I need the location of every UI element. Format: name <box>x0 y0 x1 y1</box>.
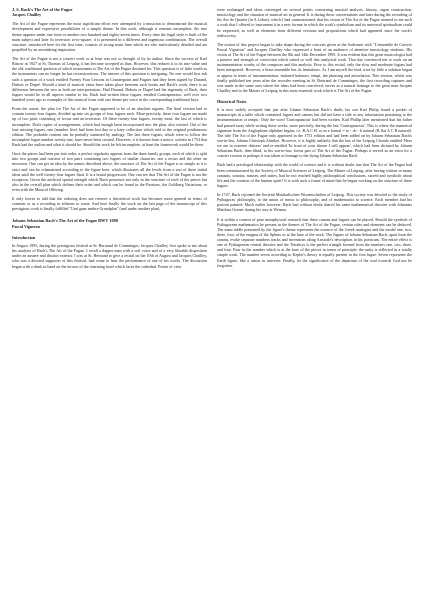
paragraph: Bach had a privileged relationship with the world of science and it is without doubt true that The Art of the Fugue had been commissioned by the Society of Musical Sciences of Leipzig. The Master of Leipzig, after having written so many cantatas, sonatas, masses, and suites, had he not reached highly philosophical conclusions, sacred and symbolic about life and the creation of the human spirit? It is with such a frame of mind that he began working on the structure of these fugues. <box>217 162 412 188</box>
section-author: Pascal Vigneron <box>12 223 40 229</box>
subheading-historical-notes: Historical Notes <box>217 99 247 104</box>
subheading-introduction: Introduction <box>12 234 36 240</box>
right-column <box>217 7 412 594</box>
article-title: J. S. Bach's The Art of the Fugue <box>12 7 73 12</box>
paragraph: In August 1995, during the prestigious festival at St. Bertrand de Comminges, Jacques Chailley first spoke to me about his analysis of Bach's The Art of the Fugue. I recall a dapper man with a soft voice and of a very likeable disposition under an austere and distinct exterior. I was at St. Bertrand to give a recital on the 19th of August and Jacques Chailley, who was a devoted supporter of this festival, had come to hear the performance of one of his works. The discussion began with a drink in hand on the terrace of the charming hotel which faces the cathedral. Points of view <box>12 243 207 269</box>
paragraph: It is within a context of pure metaphysical research that these canons and fugues can be placed. Should the symbols of Pythagorean mathematics be present in the themes of The Art of the Fugue, certain rules and elements can be deduced. The main riddle presented by the figure's theme represents the essence of the Greek analogies and the model one, two, three, four, of the enigma of the Sphinx as at the base of the work. The fugues of Johann Sebastian Bach, apart from the canons, evoke separate numbers tracks and inventions along Aristotle's description in his poeticum. The entire effect is one of Pythagorean central theories and the Tetraktys is the perfect triangle formed from the numbers one, two, three, and four. Four in the number which is at the base of the pieces in terms of principle; the unity is reflected in a totally simple work. The number seven according to Kepler's theory is equally present in the first fugue. Seven represents the Earth figure, like a canon in universe. Finally, let the significance of the departure of the soul towards God not be forgotten. <box>217 216 412 268</box>
paragraph: It is now widely accepted that just after Johann Sebastian Bach's death, his son Karl Philip found a packet of manuscripts in a table which contained fugues and canons but did not have a title or any information pertaining to the instrumentation or tempo. Only the word 'Contrapunctus' had been written. Karl Phillip later mentioned that his father had passed away while writing these works, more precisely, during the last 'Contrapunctus'. This is where the numerical signature from the Anglophone alphabet begins, i.e. B.A.C.H. or in a formal = to - ch - b natural (B flat A C B natural). The title The Art of the Fugue only appeared in the 1751 edition and had been added on by Johann Sebastian Bach's son-in-law, Johann Christoph Altnikol. However, it is highly unlikely that the last of the Leipzig Chorale entitled 'Here we are in extreme distress' and re-entitled 'In front of your throne I will appear', which had been dictated by Johann Sebastian Bach, then blind, to his son-in-law, forms part of The Art of the Fugue. Perhaps it served as an extra for a concert version or perhaps it was taken as homage to the dying Johann Sebastian Bach. <box>217 107 412 159</box>
paragraph: It only leaves to add that the ordering does not remove a theoretical work but becomes more general in terms of contents or as a recording in editions to come. And here finally the work on the last page of the manuscript of this prestigious work is finally fulfilled "Und ganz andere Grundplan" (and under another plan). <box>12 196 207 212</box>
paragraph: The notion of this project began to take shape during the concerts given at the Sorbonne with "L'ensemble de Cuivres Pascal Vigneron" and Jacques Chailley who expressed a front of an audience of attentive musicology students. His vision of The Art of the Fugue between the 8th and 14th December 1995. It was evident that this great musicologist had a passive and strength of conviction which suited so well this analytical work. That day convinced me to work on an instrumentation worthy of the composer and this analysis. Prior to this recital, only the slow and moderate fugues had been interpreted. However, a brass ensemble has its limitations. As I am myself the lead, trios by little a solution began to appear in terms of instrumentation, imitated balances, tempi, the phrasing and articulation. This version, which was finally published ten years after the recorder meeting in St. Bertrand de Comminges, the first recording captures and was made in the same area where the ideas had been conceived, serves as a natural homage to the great man Jacques Chailley and to the Master of Leipzig in this most essential work which is The Art of the Fugue. <box>217 41 412 93</box>
paragraph: The Art of the Fugue represents the most significant effort ever attempted by a musician to demonstrate the musical development and expressive possibilities of a simple theme. In this work, although it remains incomplete, the true theme appears under one form or another two hundred and eighty-seven times. Every time the fugal style is built of the main subject and later its inversion to-to-square, it is presented in a different and ingenious combination. The overall structure, introduced here for the first time, consists of strong main lines which are also meticulously detailed and are propelled by an astonishing inspiration. <box>12 21 207 52</box>
paragraph: In 1747, Bach rejoined the Societät Musikalischen Wissenschaften of Leipzig. This society was devoted to the study of Pythagoras' philosophy, to the union of music to philosophy, and of mathematics to science. Each member had his portrait painted. Much earlier however, Bach had without doubt shared his same mathematical theories with Johannes Matthias Gesner during his stay at Weimar. <box>217 192 412 213</box>
paragraph: The Art of the Fugue is not a concert work or at least was not so thought of by its author. Since the success of Karl Ristow in 1927 at St. Thomas of Leipzig, it has become accepted as thus. However, this reduces it to its true value and the old, traditional question of which instruments is The Art of the Fugue destined for. This question is of little worth as the instruments can no longer be but reconstructions. The answer of this question is intriguing. No one would first ask such a question of a work entitled Twenty Four Lessons in Counterpoint and Fugues had they been signed by Durand, Dubois or Dupré. Should a kind of musical value have taken place between such books and Bach's work, there is no difference between the two as both are interpretations. Had Durand, Dubois or Dupré had the ingenuity of Bach, their fugues would be in all aspects similar to his. Bach had written these fugues, entitled Contrapunctus, well over two hundred years ago as examples of this musical form with one theme per voice in the corresponding traditional keys. <box>12 56 207 103</box>
paragraph: From the outset, the plan for The Art of the Fugue appeared to be of an absolute rigueur. The final version had to contain twenty-four fugues, divided up into six groups of four fugues each. More precisely, these four fugues are made up of two pairs consisting of rectus and an inversion. Of these twenty-four fugues, twenty most, the last of which is incomplete. Draft copies of arrangements, which had enough been incorporated into the plan, also existed. Out of the four missing fugues, one (number five) had been lost due to a hazy collection which told to the original posthumous edition. The probable content can be partially surmised by analogy. The last three fugues, which were to follow the incomplete fugue number twenty-one, have never been created. However, it is known from a notice, written in 1754 that Bach had the outline and what it should be. Should the work be left incomplete, at least the framework would be there. <box>12 106 207 148</box>
article-author: Jacques Chailley <box>12 12 42 18</box>
paragraph: Once the pieces had been put into order, a perfect regularity appears from the three family groups, each of which is split into two groups and consists of two pairs containing two fugues of similar character, one a rectus and the other an inversion. One can get an idea by the names described above, the structure of The Art of the Fugue is so simple as it is strict and can be schematized according to the figure here, which illustrates all the levels from a sort of three initial ideas until the well twenty-four fugues final. It is a brutal progression. One can see that The Art of the Fugue is not the exception. Given the artificial spatial strength which Bach possesses not only in the structure of each of the pieces but also in the overall plan which defines their order and which can be found in the Passions, the Goldberg Variations, or even with the Musical Offering. <box>12 151 207 193</box>
section-title: Johann Sebastian Bach's The Art of the Fugue BWV 1080 <box>12 217 118 223</box>
left-column <box>12 7 207 594</box>
paragraph: were exchanged and ideas converged on several points concerning musical analysis, history, organ construction, musicology and the situation of musical art in general. It is during these conversations and later during the recording of his Ave de Quartet (in A Lebus), which I had commissioned, that his vision of The Art of the Fugue seemed to me such a work that I offered to instrument it in a new format in which the work's symbolism and its universal spiritualism could be expressed, as well as elements from different versions and propositions which had appeared since the work's rediscovery. <box>217 7 412 38</box>
